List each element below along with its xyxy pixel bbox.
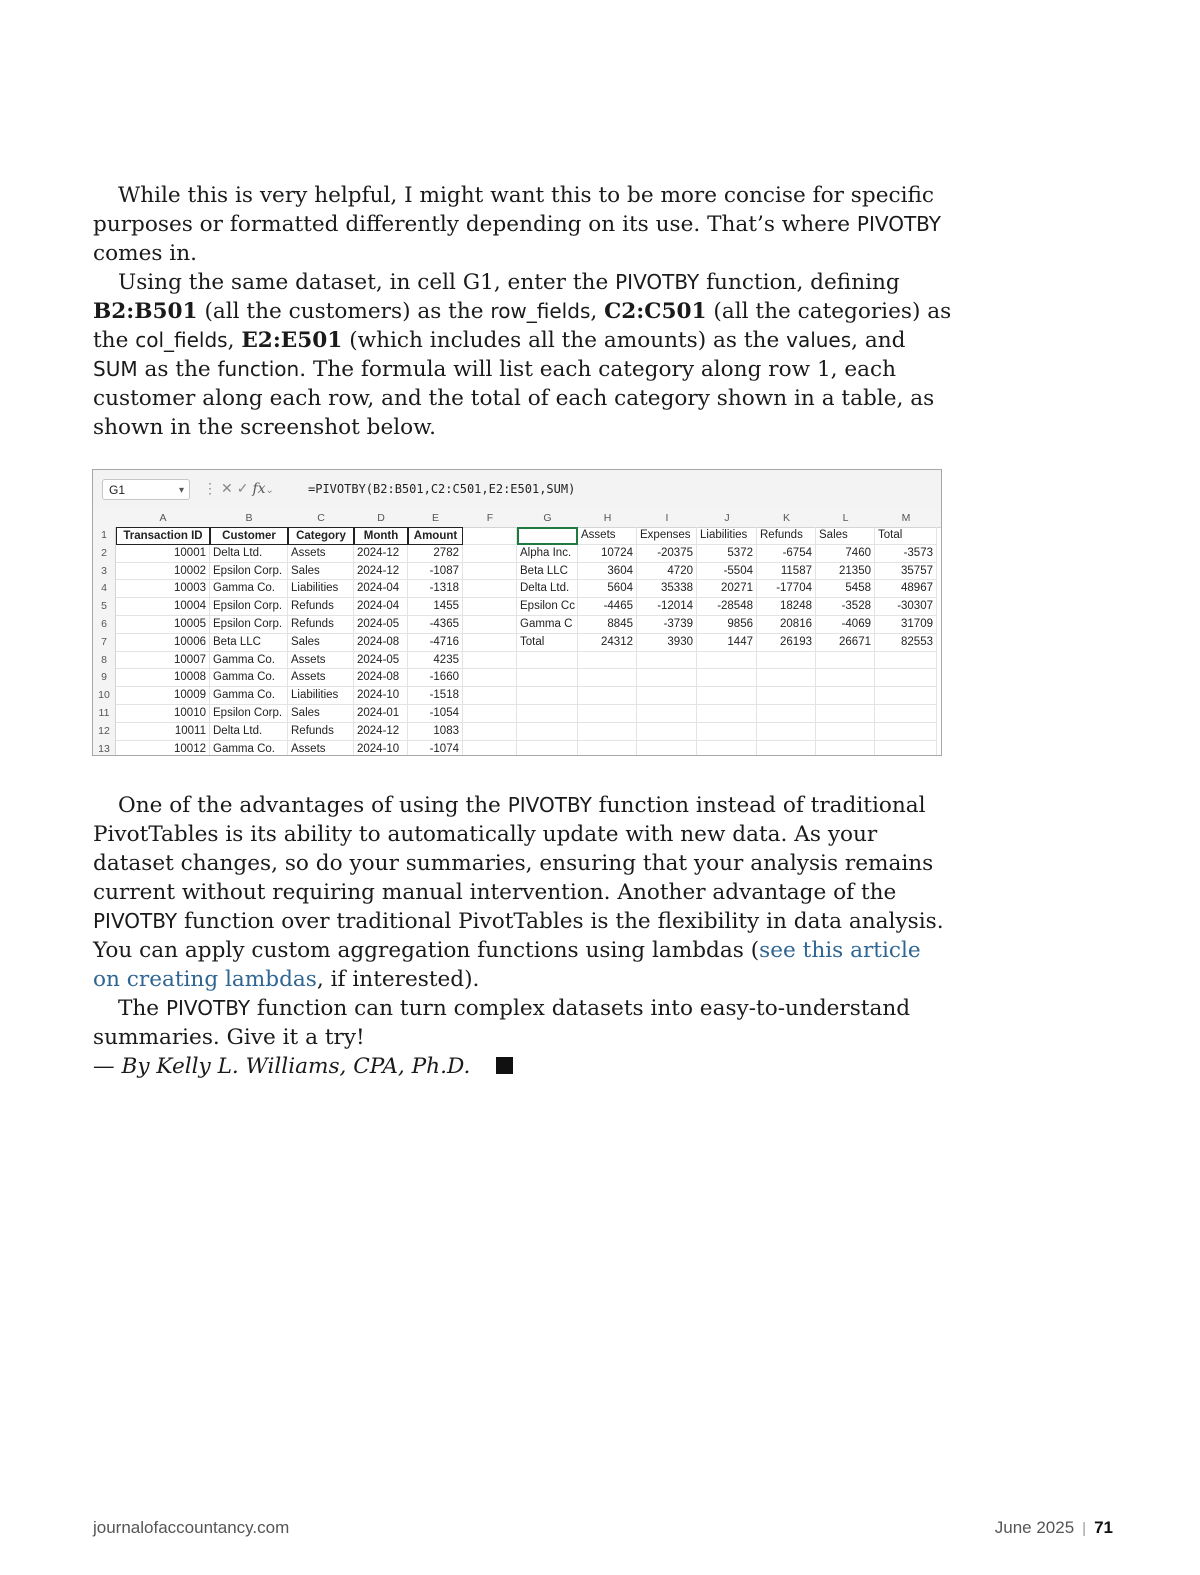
data-table-cell[interactable]: 10004 <box>116 598 210 616</box>
data-table-cell[interactable]: 2024-04 <box>354 580 408 598</box>
intro-text <box>93 181 953 442</box>
row-header-12[interactable]: 12 <box>98 724 110 737</box>
cell[interactable] <box>463 545 517 563</box>
pivot-row-label[interactable]: Total <box>517 634 578 652</box>
text-run: One of the advantages of using the <box>118 793 508 818</box>
cell[interactable] <box>463 669 517 687</box>
pivot-value-cell[interactable]: 35338 <box>637 580 697 598</box>
data-table-cell[interactable]: Liabilities <box>288 580 354 598</box>
text-run: , and <box>851 328 906 353</box>
text-run: (all the customers) as the <box>197 299 491 324</box>
data-table-cell[interactable]: Beta LLC <box>210 634 288 652</box>
pivot-value-cell[interactable]: 1447 <box>697 634 757 652</box>
cell[interactable] <box>517 705 578 723</box>
data-table-cell[interactable]: Epsilon Corp. <box>210 705 288 723</box>
cell[interactable] <box>757 723 816 741</box>
outro-paragraph-2 <box>93 994 953 1052</box>
range-reference: C2:C501 <box>604 299 707 324</box>
data-table-cell[interactable]: Sales <box>288 705 354 723</box>
data-table-header[interactable]: Customer <box>210 527 288 545</box>
column-header-a[interactable]: A <box>159 512 167 524</box>
cell[interactable] <box>697 652 757 670</box>
data-table-cell[interactable]: 2782 <box>408 545 463 563</box>
pivot-value-cell[interactable]: 26671 <box>816 634 875 652</box>
page-number: 71 <box>1094 1518 1113 1537</box>
cell[interactable] <box>697 669 757 687</box>
data-table-header[interactable]: Transaction ID <box>116 527 210 545</box>
data-table-cell[interactable]: Refunds <box>288 598 354 616</box>
data-table-cell[interactable]: Epsilon Corp. <box>210 616 288 634</box>
pivot-column-header[interactable]: Assets <box>578 527 637 545</box>
cell[interactable] <box>578 705 637 723</box>
row-header-11[interactable]: 11 <box>98 707 110 719</box>
pivot-value-cell[interactable]: -4069 <box>816 616 875 634</box>
cell[interactable] <box>637 669 697 687</box>
cell[interactable] <box>463 563 517 581</box>
cell[interactable] <box>875 669 937 687</box>
pivot-value-cell[interactable]: 26193 <box>757 634 816 652</box>
pivot-value-cell[interactable]: 3604 <box>578 563 637 581</box>
row-header-4[interactable]: 4 <box>101 582 107 595</box>
data-table-cell[interactable]: 10012 <box>116 741 210 756</box>
argument-name: row_fields <box>490 299 591 323</box>
cell[interactable] <box>463 527 517 545</box>
cell[interactable] <box>697 705 757 723</box>
column-header-f[interactable]: F <box>486 512 494 524</box>
data-table-header[interactable]: Category <box>288 527 354 545</box>
data-table-cell[interactable]: Gamma Co. <box>210 687 288 705</box>
more-icon[interactable]: ⋮ <box>203 480 221 496</box>
cell[interactable] <box>697 741 757 756</box>
cell[interactable] <box>816 687 875 705</box>
cell[interactable] <box>578 652 637 670</box>
cell[interactable] <box>517 741 578 756</box>
text-run: The <box>118 996 166 1021</box>
cell[interactable] <box>816 741 875 756</box>
pivot-value-cell[interactable]: 20271 <box>697 580 757 598</box>
argument-name: function <box>217 357 300 381</box>
data-table-cell[interactable]: Sales <box>288 634 354 652</box>
pivot-value-cell[interactable]: -28548 <box>697 598 757 616</box>
data-table-cell[interactable]: Delta Ltd. <box>210 545 288 563</box>
data-table-cell[interactable]: -1318 <box>408 580 463 598</box>
selected-cell-g1[interactable] <box>517 527 578 545</box>
pivot-value-cell[interactable]: -17704 <box>757 580 816 598</box>
cell[interactable] <box>463 687 517 705</box>
intro-paragraph-2 <box>93 268 953 442</box>
function-name: PIVOTBY <box>856 212 941 236</box>
footer-separator: | <box>1082 1520 1087 1537</box>
text-run: (which includes all the amounts) as the <box>342 328 787 353</box>
cell[interactable] <box>816 705 875 723</box>
data-table-cell[interactable]: 10005 <box>116 616 210 634</box>
column-header-l[interactable]: L <box>842 512 849 524</box>
cell-grid <box>116 527 941 755</box>
cell[interactable] <box>875 705 937 723</box>
row-header-9[interactable]: 9 <box>101 671 107 684</box>
cell[interactable] <box>637 687 697 705</box>
cell[interactable] <box>463 705 517 723</box>
cell[interactable] <box>578 723 637 741</box>
argument-name: values <box>786 328 852 352</box>
chevron-down-icon[interactable]: ⌄ <box>265 485 278 496</box>
cell[interactable] <box>578 687 637 705</box>
pivot-value-cell[interactable]: -3573 <box>875 545 937 563</box>
pivot-row-label[interactable]: Delta Ltd. <box>517 580 578 598</box>
pivot-value-cell[interactable]: -3739 <box>637 616 697 634</box>
row-header-3[interactable]: 3 <box>101 564 107 577</box>
data-table-cell[interactable]: 2024-12 <box>354 563 408 581</box>
data-table-cell[interactable]: -1074 <box>408 741 463 756</box>
data-table-cell[interactable]: 10011 <box>116 723 210 741</box>
byline: — By Kelly L. Williams, CPA, Ph.D. <box>93 1054 471 1079</box>
text-run: , <box>590 299 605 324</box>
spreadsheet-screenshot <box>92 469 942 756</box>
formula-icons <box>203 480 278 497</box>
data-table-cell[interactable]: Liabilities <box>288 687 354 705</box>
text-run: as the <box>137 357 218 382</box>
function-name: PIVOTBY <box>507 793 592 817</box>
pivot-value-cell[interactable]: 5604 <box>578 580 637 598</box>
intro-paragraph-1 <box>93 181 953 268</box>
function-name: PIVOTBY <box>93 909 178 933</box>
pivot-value-cell[interactable]: 48967 <box>875 580 937 598</box>
text-run: function over traditional PivotTables is the flexibility in data analysis. You can apply custom aggregation functions using lambdas ( <box>93 909 944 963</box>
outro-paragraph-1 <box>93 791 953 994</box>
data-table-cell[interactable]: Assets <box>288 652 354 670</box>
lambdas-article-link[interactable]: see this article on creating lambdas <box>93 938 921 992</box>
footer-site: journalofaccountancy.com <box>93 1518 290 1537</box>
cell[interactable] <box>816 669 875 687</box>
data-table-cell[interactable]: 2024-04 <box>354 598 408 616</box>
name-box-value: G1 <box>109 483 126 497</box>
pivot-value-cell[interactable]: -3528 <box>816 598 875 616</box>
data-table-cell[interactable]: Refunds <box>288 616 354 634</box>
pivot-value-cell[interactable]: -12014 <box>637 598 697 616</box>
cell[interactable] <box>463 741 517 756</box>
cell[interactable] <box>578 669 637 687</box>
argument-name: col_fields <box>135 328 228 352</box>
data-table-cell[interactable]: 2024-12 <box>354 545 408 563</box>
pivot-value-cell[interactable]: 18248 <box>757 598 816 616</box>
data-table-cell[interactable]: 2024-08 <box>354 634 408 652</box>
pivot-row-label[interactable]: Gamma C <box>517 616 578 634</box>
cell[interactable] <box>517 687 578 705</box>
cell[interactable] <box>757 652 816 670</box>
data-table-cell[interactable]: Refunds <box>288 723 354 741</box>
byline-line <box>93 1052 953 1081</box>
column-header-b[interactable]: B <box>245 512 253 524</box>
argument-name: SUM <box>93 357 138 381</box>
pivot-value-cell[interactable]: -4465 <box>578 598 637 616</box>
outro-text <box>93 791 953 1081</box>
data-table-cell[interactable]: Epsilon Corp. <box>210 563 288 581</box>
data-table-cell[interactable]: 2024-05 <box>354 616 408 634</box>
cell[interactable] <box>463 652 517 670</box>
cell[interactable] <box>463 723 517 741</box>
row-header-13[interactable]: 13 <box>98 742 110 755</box>
data-table-cell[interactable]: Gamma Co. <box>210 669 288 687</box>
data-table-cell[interactable]: Assets <box>288 741 354 756</box>
text-run: . The formula will list each category along row 1, each customer along each row, and the total of each category shown in a table, as shown in the screenshot below. <box>93 357 935 440</box>
text-run: , <box>227 328 242 353</box>
row-header-10[interactable]: 10 <box>98 689 110 702</box>
data-table-cell[interactable]: Gamma Co. <box>210 580 288 598</box>
data-table-cell[interactable]: 10003 <box>116 580 210 598</box>
cell[interactable] <box>637 652 697 670</box>
row-header-6[interactable]: 6 <box>101 618 107 630</box>
cell[interactable] <box>697 687 757 705</box>
pivot-value-cell[interactable]: 10724 <box>578 545 637 563</box>
cell[interactable] <box>637 723 697 741</box>
pivot-value-cell[interactable]: -5504 <box>697 563 757 581</box>
data-table-cell[interactable]: Delta Ltd. <box>210 723 288 741</box>
cell[interactable] <box>816 723 875 741</box>
pivot-column-header[interactable]: Sales <box>816 527 875 545</box>
data-table-cell[interactable]: 2024-01 <box>354 705 408 723</box>
data-table-cell[interactable]: -1660 <box>408 669 463 687</box>
pivot-value-cell[interactable]: 5372 <box>697 545 757 563</box>
text-run: function, defining <box>699 270 900 295</box>
data-table-cell[interactable]: 10001 <box>116 545 210 563</box>
data-table-header[interactable]: Amount <box>408 527 463 545</box>
name-box[interactable] <box>102 479 190 500</box>
column-header-j[interactable]: J <box>724 512 730 524</box>
text-run: While this is very helpful, I might want this to be more concise for specific purposes or formatted differently depending on its use. That’s where <box>93 183 934 237</box>
pivot-value-cell[interactable]: -30307 <box>875 598 937 616</box>
row-header-1[interactable]: 1 <box>101 529 107 541</box>
pivot-value-cell[interactable]: 35757 <box>875 563 937 581</box>
data-table-cell[interactable]: 1455 <box>408 598 463 616</box>
text-run: comes in. <box>93 241 197 266</box>
function-icon[interactable]: fx <box>252 481 266 497</box>
pivot-value-cell[interactable]: -20375 <box>637 545 697 563</box>
data-table-cell[interactable]: 2024-10 <box>354 741 408 756</box>
data-table-cell[interactable]: 2024-10 <box>354 687 408 705</box>
data-table-cell[interactable]: 10009 <box>116 687 210 705</box>
data-table-cell[interactable]: 10002 <box>116 563 210 581</box>
text-run: (all the categories) as the <box>93 299 952 353</box>
cell[interactable] <box>757 741 816 756</box>
cell[interactable] <box>875 687 937 705</box>
cell[interactable] <box>463 634 517 652</box>
footer-page-info <box>995 1518 1113 1538</box>
function-name: PIVOTBY <box>165 996 251 1020</box>
pivot-column-header[interactable]: Liabilities <box>697 527 757 545</box>
cell[interactable] <box>757 669 816 687</box>
row-header-7[interactable]: 7 <box>101 635 107 648</box>
range-reference: E2:E501 <box>241 328 343 353</box>
range-reference: B2:B501 <box>93 299 198 324</box>
pivot-value-cell[interactable]: 31709 <box>875 616 937 634</box>
pivot-column-header[interactable]: Refunds <box>757 527 816 545</box>
formula-input[interactable]: =PIVOTBY(B2:B501,C2:C501,E2:E501,SUM) <box>308 482 576 496</box>
pivot-value-cell[interactable]: 7460 <box>816 545 875 563</box>
pivot-row-label[interactable]: Beta LLC <box>517 563 578 581</box>
cell[interactable] <box>463 580 517 598</box>
data-table-cell[interactable]: -4716 <box>408 634 463 652</box>
data-table-cell[interactable]: 2024-12 <box>354 723 408 741</box>
pivot-column-header[interactable]: Total <box>875 527 937 545</box>
cell[interactable] <box>517 669 578 687</box>
data-table-cell[interactable]: 10008 <box>116 669 210 687</box>
data-table-cell[interactable]: -1054 <box>408 705 463 723</box>
cell[interactable] <box>757 705 816 723</box>
column-header-g[interactable]: G <box>543 512 552 524</box>
confirm-icon[interactable]: ✓ <box>236 480 253 496</box>
data-table-cell[interactable]: Gamma Co. <box>210 741 288 756</box>
data-table-cell[interactable]: 10007 <box>116 652 210 670</box>
data-table-cell[interactable]: -1087 <box>408 563 463 581</box>
function-name: PIVOTBY <box>615 270 700 294</box>
cell[interactable] <box>637 741 697 756</box>
pivot-value-cell[interactable]: -6754 <box>757 545 816 563</box>
pivot-value-cell[interactable]: 20816 <box>757 616 816 634</box>
cell[interactable] <box>637 705 697 723</box>
row-header-2[interactable]: 2 <box>101 546 107 559</box>
row-header-8[interactable]: 8 <box>101 653 107 666</box>
data-table-cell[interactable]: 1083 <box>408 723 463 741</box>
chevron-down-icon[interactable]: ▾ <box>178 485 184 496</box>
cell[interactable] <box>517 723 578 741</box>
pivot-value-cell[interactable]: 3930 <box>637 634 697 652</box>
formula-bar <box>93 470 941 511</box>
cell[interactable] <box>463 616 517 634</box>
row-header-5[interactable]: 5 <box>101 600 107 613</box>
data-table-cell[interactable]: Assets <box>288 669 354 687</box>
pivot-value-cell[interactable]: 9856 <box>697 616 757 634</box>
column-header-i[interactable]: I <box>665 512 669 524</box>
column-header-h[interactable]: H <box>603 512 612 524</box>
pivot-value-cell[interactable]: 82553 <box>875 634 937 652</box>
data-table-cell[interactable]: 2024-05 <box>354 652 408 670</box>
pivot-value-cell[interactable]: 5458 <box>816 580 875 598</box>
cell[interactable] <box>697 723 757 741</box>
cell[interactable] <box>816 652 875 670</box>
column-header-d[interactable]: D <box>377 512 385 524</box>
pivot-row-label[interactable]: Epsilon Cc <box>517 598 578 616</box>
data-table-cell[interactable]: 2024-08 <box>354 669 408 687</box>
text-run: function instead of traditional PivotTables is its ability to automatically update with new data. As your dataset changes, so do your summaries, ensuring that your analysis remains current without requiring manual intervention. Another advantage of the <box>93 793 934 905</box>
data-table-header[interactable]: Month <box>354 527 408 545</box>
cell[interactable] <box>578 741 637 756</box>
cell[interactable] <box>517 652 578 670</box>
cell[interactable] <box>875 723 937 741</box>
data-table-cell[interactable]: Gamma Co. <box>210 652 288 670</box>
footer-date: June 2025 <box>994 1518 1075 1537</box>
cancel-icon[interactable]: ✕ <box>221 480 237 496</box>
pivot-column-header[interactable]: Expenses <box>637 527 697 545</box>
data-table-cell[interactable]: -1518 <box>408 687 463 705</box>
cell[interactable] <box>757 687 816 705</box>
data-table-cell[interactable]: Epsilon Corp. <box>210 598 288 616</box>
text-run: function can turn complex datasets into easy-to-understand summaries. Give it a try! <box>93 996 911 1050</box>
pivot-value-cell[interactable]: 11587 <box>757 563 816 581</box>
column-header-c[interactable]: C <box>317 512 325 524</box>
pivot-row-label[interactable]: Alpha Inc. <box>517 545 578 563</box>
pivot-value-cell[interactable]: 24312 <box>578 634 637 652</box>
cell[interactable] <box>875 741 937 756</box>
data-table-cell[interactable]: 10010 <box>116 705 210 723</box>
cell[interactable] <box>875 652 937 670</box>
pivot-value-cell[interactable]: 21350 <box>816 563 875 581</box>
column-header-k[interactable]: K <box>782 512 790 524</box>
data-table-cell[interactable]: Sales <box>288 563 354 581</box>
pivot-value-cell[interactable]: 4720 <box>637 563 697 581</box>
cell[interactable] <box>463 598 517 616</box>
data-table-cell[interactable]: 10006 <box>116 634 210 652</box>
column-header-m[interactable]: M <box>901 512 911 524</box>
column-headers <box>93 510 941 528</box>
text-run: Using the same dataset, in cell G1, enter the <box>118 270 616 295</box>
text-run: , if interested). <box>316 967 480 992</box>
pivot-value-cell[interactable]: 8845 <box>578 616 637 634</box>
data-table-cell[interactable]: Assets <box>288 545 354 563</box>
row-headers <box>93 527 116 755</box>
end-mark-icon <box>496 1057 513 1074</box>
data-table-cell[interactable]: -4365 <box>408 616 463 634</box>
column-header-e[interactable]: E <box>431 512 439 524</box>
data-table-cell[interactable]: 4235 <box>408 652 463 670</box>
